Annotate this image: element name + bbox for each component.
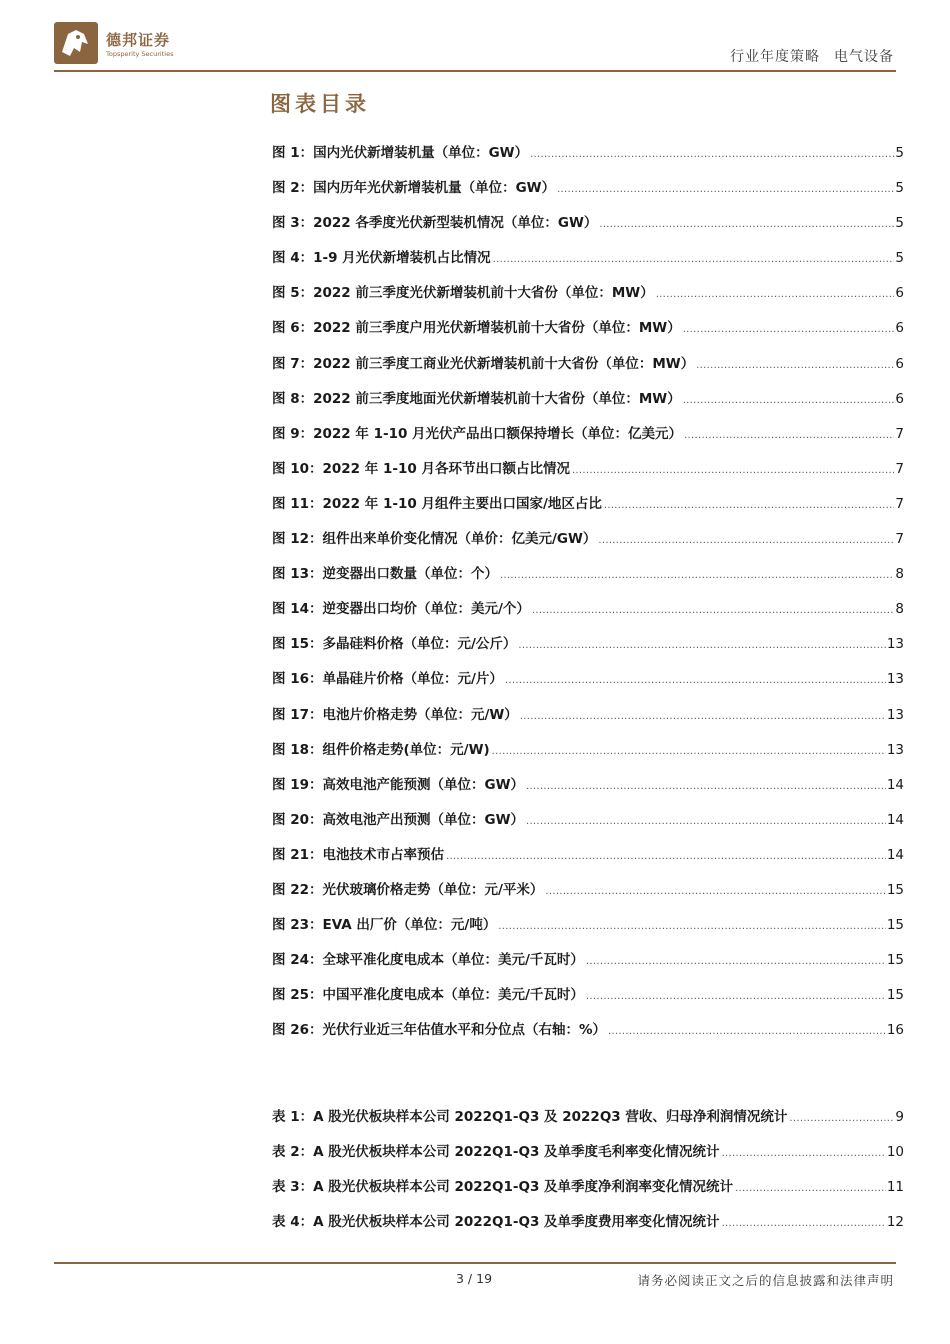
figure-entry-page: 13 xyxy=(886,636,904,653)
dot-leader xyxy=(518,640,885,651)
figure-entry-label: 图 11：2022 年 1-10 月组件主要出口国家/地区占比 xyxy=(272,495,602,512)
figure-entry-page: 13 xyxy=(886,741,904,758)
dot-leader xyxy=(608,1026,886,1037)
figure-entry-page: 5 xyxy=(895,215,904,232)
dot-leader xyxy=(500,570,894,581)
dot-leader xyxy=(656,289,895,300)
figure-entry[interactable] xyxy=(272,352,904,387)
figure-entry-page: 6 xyxy=(895,320,904,337)
company-logo xyxy=(54,22,179,66)
dot-leader xyxy=(557,184,894,195)
dot-leader xyxy=(520,711,886,722)
figure-entry[interactable] xyxy=(272,422,904,457)
figure-entry-label: 图 1：国内光伏新增装机量（单位：GW） xyxy=(272,145,529,161)
logo-company-name: 德邦证券 xyxy=(106,31,171,49)
figure-entry-label: 图 12：组件出来单价变化情况（单价：亿美元/GW） xyxy=(272,531,597,548)
report-sector: 电气设备 xyxy=(834,49,894,65)
figure-entry-label: 图 17：电池片价格走势（单位：元/W） xyxy=(272,706,518,723)
figure-entry-page: 15 xyxy=(886,952,904,969)
table-entry-label: 表 1：A 股光伏板块样本公司 2022Q1-Q3 及 2022Q3 营收、归母净利润情况统计 xyxy=(272,1109,788,1125)
figure-entry-page: 15 xyxy=(886,987,904,1004)
figure-entry[interactable] xyxy=(272,457,904,492)
figure-entry[interactable] xyxy=(272,878,904,913)
figure-entry-page: 13 xyxy=(886,706,904,723)
dot-leader xyxy=(604,500,895,511)
figure-entry-page: 5 xyxy=(895,145,904,161)
table-entry[interactable] xyxy=(272,1210,904,1245)
dot-leader xyxy=(572,465,894,476)
figure-entry[interactable] xyxy=(272,492,904,527)
table-entry-label: 表 3：A 股光伏板块样本公司 2022Q1-Q3 及单季度净利润率变化情况统计 xyxy=(272,1179,734,1196)
figure-entry[interactable] xyxy=(272,141,904,176)
dot-leader xyxy=(598,535,894,546)
dot-leader xyxy=(532,605,894,616)
dot-leader xyxy=(492,746,886,757)
figure-entry-label: 图 9：2022 年 1-10 月光伏产品出口额保持增长（单位：亿美元） xyxy=(272,425,683,442)
figure-entry-label: 图 7：2022 前三季度工商业光伏新增装机前十大省份（单位：MW） xyxy=(272,355,695,372)
dot-leader xyxy=(586,991,886,1002)
figure-entry-label: 图 25：中国平准化度电成本（单位：美元/千瓦时） xyxy=(272,987,584,1004)
figure-entry-label: 图 19：高效电池产能预测（单位：GW） xyxy=(272,776,524,793)
table-entry-page: 9 xyxy=(895,1109,904,1125)
dot-leader xyxy=(684,430,894,441)
figure-entry-page: 7 xyxy=(895,460,904,477)
figure-entry-label: 图 13：逆变器出口数量（单位：个） xyxy=(272,566,498,583)
figure-entry[interactable] xyxy=(272,176,904,211)
figure-entry[interactable] xyxy=(272,913,904,948)
figure-entry[interactable] xyxy=(272,246,904,281)
figure-entry[interactable] xyxy=(272,527,904,562)
dot-leader xyxy=(526,816,886,827)
legal-disclaimer: 请务必阅读正文之后的信息披露和法律声明 xyxy=(637,1273,894,1288)
figure-entry-label: 图 22：光伏玻璃价格走势（单位：元/平米） xyxy=(272,881,544,898)
figure-entry-page: 14 xyxy=(886,811,904,828)
dot-leader xyxy=(696,360,894,371)
dot-leader xyxy=(545,886,885,897)
dot-leader xyxy=(722,1148,886,1159)
figure-entry-page: 5 xyxy=(895,180,904,197)
page-number: 3 / 19 xyxy=(456,1271,493,1286)
dot-leader xyxy=(530,149,894,160)
figure-entry-label: 图 21：电池技术市占率预估 xyxy=(272,846,444,863)
figure-entry[interactable] xyxy=(272,983,904,1018)
figure-entry-label: 图 20：高效电池产出预测（单位：GW） xyxy=(272,811,524,828)
figure-entry[interactable] xyxy=(272,948,904,983)
dot-leader xyxy=(493,254,895,265)
table-entry-page: 11 xyxy=(886,1179,904,1196)
figure-entry-label: 图 3：2022 各季度光伏新型装机情况（单位：GW） xyxy=(272,215,598,232)
figure-entry[interactable] xyxy=(272,632,904,667)
figure-entry-page: 7 xyxy=(895,425,904,442)
dot-leader xyxy=(446,851,886,862)
figure-entry-page: 14 xyxy=(886,846,904,863)
figure-entry-label: 图 24：全球平准化度电成本（单位：美元/千瓦时） xyxy=(272,952,584,969)
dot-leader xyxy=(683,395,895,406)
figure-entry-label: 图 5：2022 前三季度光伏新增装机前十大省份（单位：MW） xyxy=(272,285,654,302)
dot-leader xyxy=(722,1218,886,1229)
figure-entry-label: 图 23：EVA 出厂价（单位：元/吨） xyxy=(272,917,497,934)
figure-entry-page: 14 xyxy=(886,776,904,793)
dot-leader xyxy=(735,1183,886,1194)
figure-entry-page: 5 xyxy=(895,250,904,267)
table-entry[interactable] xyxy=(272,1175,904,1210)
figure-entry-label: 图 8：2022 前三季度地面光伏新增装机前十大省份（单位：MW） xyxy=(272,390,681,407)
figure-entry-label: 图 6：2022 前三季度户用光伏新增装机前十大省份（单位：MW） xyxy=(272,320,681,337)
figure-entry-label: 图 14：逆变器出口均价（单位：美元/个） xyxy=(272,601,530,618)
figure-entry[interactable] xyxy=(272,773,904,808)
table-entry[interactable] xyxy=(272,1105,904,1140)
company-logo-icon xyxy=(54,22,98,64)
dot-leader xyxy=(683,324,895,335)
figure-list xyxy=(272,141,904,1053)
figure-entry[interactable] xyxy=(272,703,904,738)
figure-entry-label: 图 2：国内历年光伏新增装机量（单位：GW） xyxy=(272,180,556,197)
figure-entry[interactable] xyxy=(272,281,904,316)
figure-entry[interactable] xyxy=(272,843,904,878)
header-divider xyxy=(54,70,896,72)
footer-divider xyxy=(54,1262,896,1264)
figure-entry[interactable] xyxy=(272,1018,904,1053)
dot-leader xyxy=(498,921,885,932)
table-entry-label: 表 4：A 股光伏板块样本公司 2022Q1-Q3 及单季度费用率变化情况统计 xyxy=(272,1214,720,1231)
figure-entry-page: 8 xyxy=(895,601,904,618)
figure-entry[interactable] xyxy=(272,667,904,702)
dot-leader xyxy=(526,781,886,792)
figure-entry-page: 6 xyxy=(895,390,904,407)
figure-entry-label: 图 18：组件价格走势(单位：元/W) xyxy=(272,741,490,758)
figure-entry-label: 图 10：2022 年 1-10 月各环节出口额占比情况 xyxy=(272,460,570,477)
report-category-header xyxy=(730,46,894,66)
figure-entry[interactable] xyxy=(272,316,904,351)
dot-leader xyxy=(586,956,886,967)
dot-leader xyxy=(599,219,894,230)
table-entry-label: 表 2：A 股光伏板块样本公司 2022Q1-Q3 及单季度毛利率变化情况统计 xyxy=(272,1144,720,1161)
figure-entry-page: 13 xyxy=(886,671,904,688)
figure-entry-page: 6 xyxy=(895,285,904,302)
table-entry-page: 10 xyxy=(886,1144,904,1161)
figure-entry-label: 图 4：1-9 月光伏新增装机占比情况 xyxy=(272,250,491,267)
figure-entry-page: 16 xyxy=(886,1022,904,1039)
figure-entry[interactable] xyxy=(272,387,904,422)
dot-leader xyxy=(789,1113,894,1124)
figure-entry-label: 图 26：光伏行业近三年估值水平和分位点（右轴：%） xyxy=(272,1022,607,1039)
report-type: 行业年度策略 xyxy=(730,49,820,65)
toc-title: 图表目录 xyxy=(270,92,370,116)
table-entry[interactable] xyxy=(272,1140,904,1175)
figure-entry-label: 图 15：多晶硅料价格（单位：元/公斤） xyxy=(272,636,517,653)
table-list xyxy=(272,1105,904,1245)
figure-entry-page: 15 xyxy=(886,917,904,934)
figure-entry-page: 8 xyxy=(895,566,904,583)
figure-entry[interactable] xyxy=(272,738,904,773)
dot-leader xyxy=(505,675,886,686)
figure-entry-label: 图 16：单晶硅片价格（单位：元/片） xyxy=(272,671,503,688)
figure-entry-page: 6 xyxy=(895,355,904,372)
table-entry-page: 12 xyxy=(886,1214,904,1231)
figure-entry-page: 7 xyxy=(895,495,904,512)
figure-entry-page: 15 xyxy=(886,881,904,898)
figure-entry[interactable] xyxy=(272,597,904,632)
figure-entry[interactable] xyxy=(272,808,904,843)
logo-company-english-name: Topsperity Securities xyxy=(106,50,174,58)
figure-entry[interactable] xyxy=(272,562,904,597)
figure-entry-page: 7 xyxy=(895,531,904,548)
figure-entry[interactable] xyxy=(272,211,904,246)
